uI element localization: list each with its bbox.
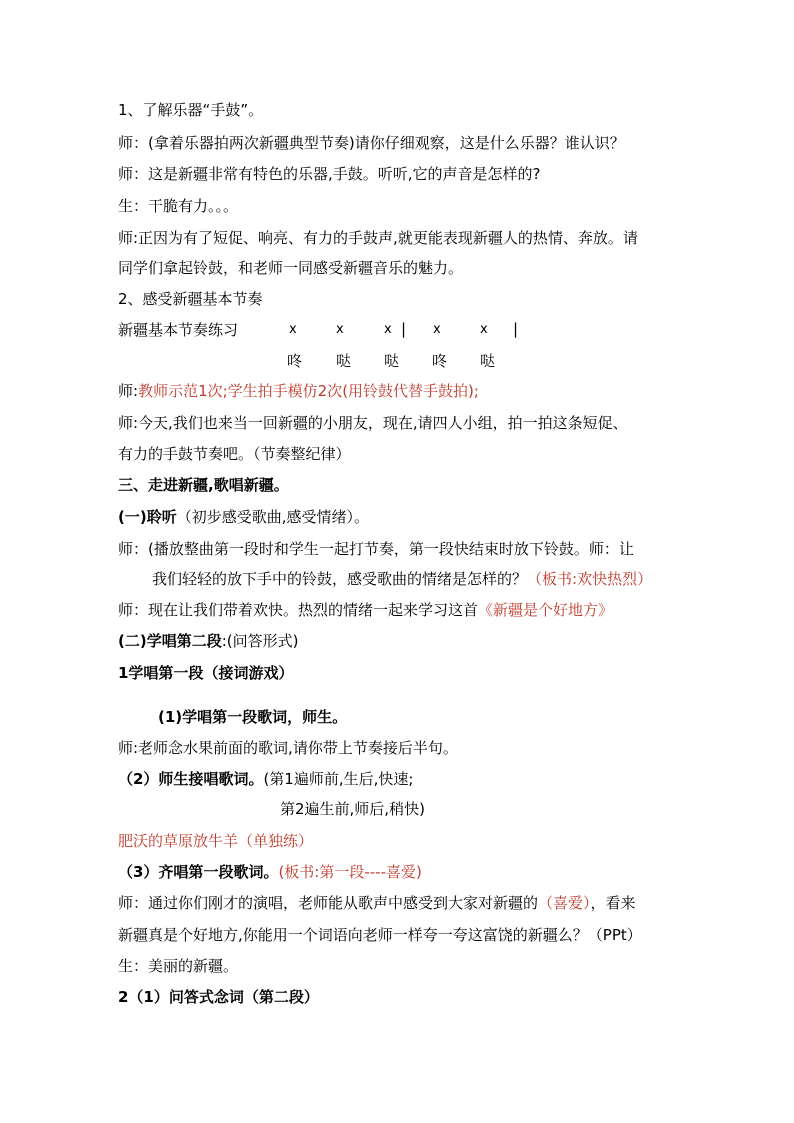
teacher-demo-line — [118, 381, 479, 401]
subheading-note: :(问答形式) — [221, 632, 299, 650]
step-title: （3）齐唱第一段歌词。 — [118, 863, 279, 881]
heading-drum: 1、了解乐器“手鼓”。 — [118, 101, 264, 119]
keyword: （喜爱） — [538, 894, 591, 912]
teacher-line-cont: 新疆真是个好地方,你能用一个词语向老师一样夸一夸这富饶的新疆么？（PPt） — [118, 926, 642, 944]
step-item — [118, 862, 422, 882]
step-item: (1)学唱第一段歌词，师生。 — [158, 708, 348, 726]
teacher-line: 师:正因为有了短促、响亮、有力的手鼓声,就更能表现新疆人的热情、奔放。请 — [118, 229, 638, 247]
teacher-line: 师：这是新疆非常有特色的乐器,手鼓。听听,它的声音是怎样的? — [118, 165, 541, 183]
section-heading-3: 三、走进新疆,歌唱新疆。 — [118, 476, 289, 494]
step-heading: 2（1）问答式念词（第二段） — [118, 988, 319, 1006]
teacher-text: 我们轻轻的放下手中的铃鼓，感受歌曲的情绪是怎样的？ — [152, 570, 528, 588]
rhythm-syllable: 咚 — [287, 352, 303, 370]
teacher-line: 师：(播放整曲第一段时和学生一起打节奏，第一段快结束时放下铃鼓。师：让 — [118, 540, 634, 558]
speaker-label: 师: — [118, 382, 139, 400]
teacher-line: 师：(拿着乐器拍两次新疆典型节奏)请你仔细观察，这是什么乐器？谁认识？ — [118, 134, 625, 152]
rhythm-note: x — [289, 322, 297, 337]
teacher-line-cont: 同学们拿起铃鼓，和老师一同感受新疆音乐的魅力。 — [118, 259, 464, 277]
student-line: 生：干脆有力。。。 — [118, 197, 239, 215]
rhythm-syllable: 哒 — [336, 352, 352, 370]
teacher-line: 师:老师念水果前面的歌词,请你带上节奏接后半句。 — [118, 739, 458, 757]
teacher-text: 师：现在让我们带着欢快。热烈的情绪一起来学习这首 — [118, 601, 479, 619]
board-note: (板书:第一段----喜爱) — [278, 863, 422, 881]
teacher-line — [118, 600, 613, 620]
rhythm-syllable: 哒 — [480, 352, 496, 370]
subheading-title: (二)学唱第二段 — [118, 632, 222, 650]
rhythm-label: 新疆基本节奏练习 — [118, 321, 239, 339]
step-title: （2）师生接唱歌词。 — [118, 770, 264, 788]
rhythm-note: x — [336, 322, 344, 337]
rhythm-note: x — [433, 322, 441, 337]
rhythm-note: x — [480, 322, 488, 337]
teacher-line — [118, 893, 636, 913]
step-note-cont: 第2遍生前,师后,稍快) — [280, 800, 425, 818]
step-item — [118, 769, 413, 789]
bar-line: | — [513, 320, 519, 338]
heading-rhythm: 2、感受新疆基本节奏 — [118, 290, 263, 308]
step-heading: 1学唱第一段（接词游戏） — [118, 664, 294, 682]
rhythm-syllable: 哒 — [384, 352, 400, 370]
student-line: 生：美丽的新疆。 — [118, 957, 239, 975]
rhythm-note: x — [384, 322, 392, 337]
demo-instruction: 教师示范1次;学生拍手模仿2次(用铃鼓代替手鼓拍); — [138, 382, 479, 400]
step-note: (第1遍师前,生后,快速; — [263, 770, 414, 788]
rhythm-syllable: 咚 — [432, 352, 448, 370]
subheading-learn — [118, 631, 298, 651]
teacher-text: 师：通过你们刚才的演唱，老师能从歌声中感受到大家对新疆的 — [118, 894, 539, 912]
bar-line: | — [401, 320, 407, 338]
teacher-line: 师:今天,我们也来当一回新疆的小朋友，现在,请四人小组，拍一拍这条短促、 — [118, 414, 628, 432]
teacher-text: ，看来 — [590, 894, 636, 912]
subheading-title: (一)聆听 — [118, 508, 177, 526]
song-title: 《新疆是个好地方》 — [478, 601, 614, 619]
board-note: （板书:欢快热烈） — [527, 570, 653, 588]
subheading-note: （初步感受歌曲,感受情绪）。 — [176, 508, 369, 526]
lyric-line: 肥沃的草原放牛羊（单独练） — [118, 832, 314, 850]
teacher-line-cont: 有力的手鼓节奏吧。（节奏整纪律） — [118, 445, 351, 463]
teacher-line-cont — [152, 569, 652, 589]
subheading-listen — [118, 507, 369, 527]
